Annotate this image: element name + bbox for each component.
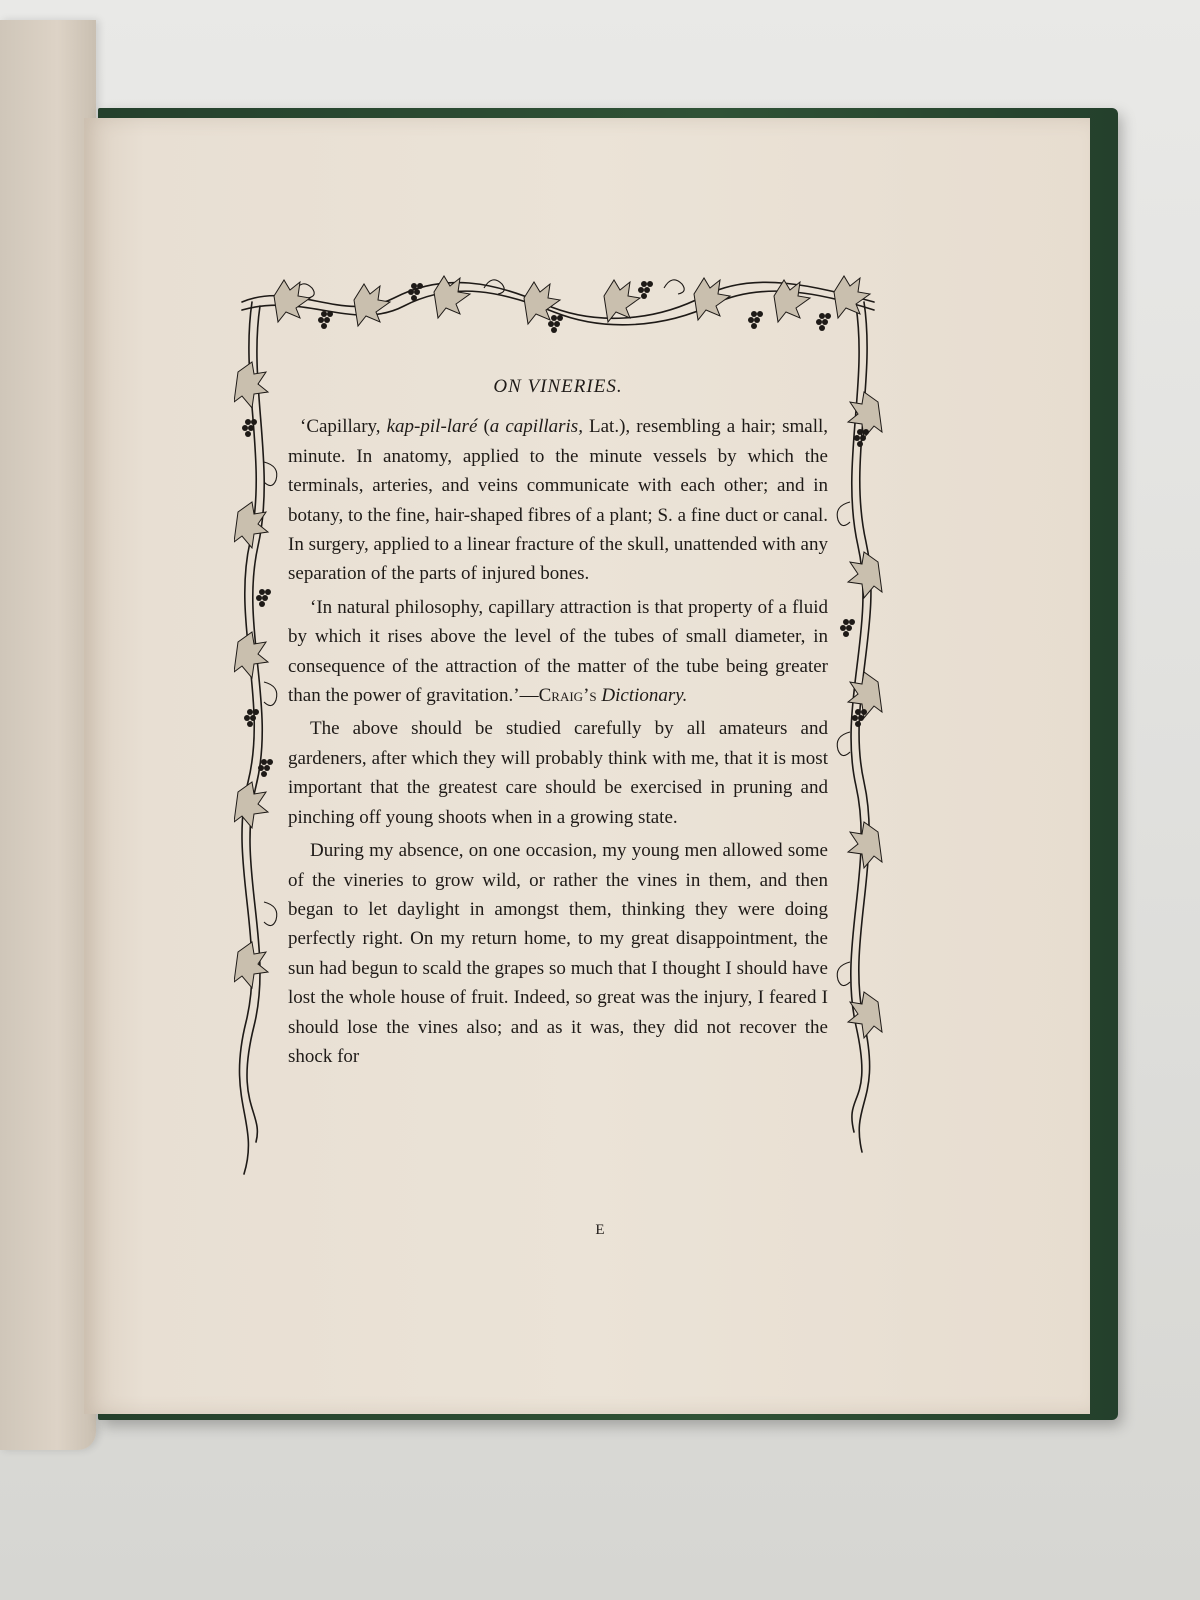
paragraph: [288, 412, 828, 588]
paragraph: During my absence, on one occasion, my young men allowed some of the vineries to grow wild, or rather the vines in them, and then began to let daylight in amongst them, thinking they were doing perfectly right. On my return home, to my great disappointment, the sun had begun to scald the grapes so much that I thought I should have lost the whole house of fruit. Indeed, so great was the injury, I feared I should lose the vines also; and as it was, they did not recover the shock for: [288, 840, 828, 1067]
text-run: Lat.), resembling a hair; small, minute. In anatomy, applied to the minute vessels by which the terminals, arteries, and veins communicate with each other; and in botany, to the fine, hair-shaped fibres of a plant; S. a fine duct or canal. In surgery, applied to a linear fracture of the skull, unattended with any separation of the parts of injured bones.: [288, 416, 829, 585]
text-run: ‘In natural philosophy, capillary attraction is that property of a fluid by which it rises above the level of the tubes of small diameter, in consequence of the attraction of the matter of the tube being greater than the power of gravitation.’—: [288, 596, 828, 707]
page-heading: ON VINERIES.: [493, 376, 623, 397]
page-text: [288, 372, 828, 1075]
text-run: (: [477, 416, 490, 438]
italic-latin: a capillaris,: [489, 416, 583, 438]
signature-mark: E: [595, 1222, 605, 1238]
text-run: ‘Capillary,: [300, 416, 387, 438]
italic-term: kap-pil-laré: [386, 416, 478, 438]
paragraph: [288, 593, 828, 711]
author-name: Craig’s: [538, 685, 597, 707]
source-title: Dictionary.: [601, 685, 688, 707]
paragraph: The above should be studied carefully by all amateurs and gardeners, after which they will probably think with me, that it is most important that the greatest care should be exercised in pruning and pinching off young shoots when in a growing state.: [288, 718, 828, 828]
